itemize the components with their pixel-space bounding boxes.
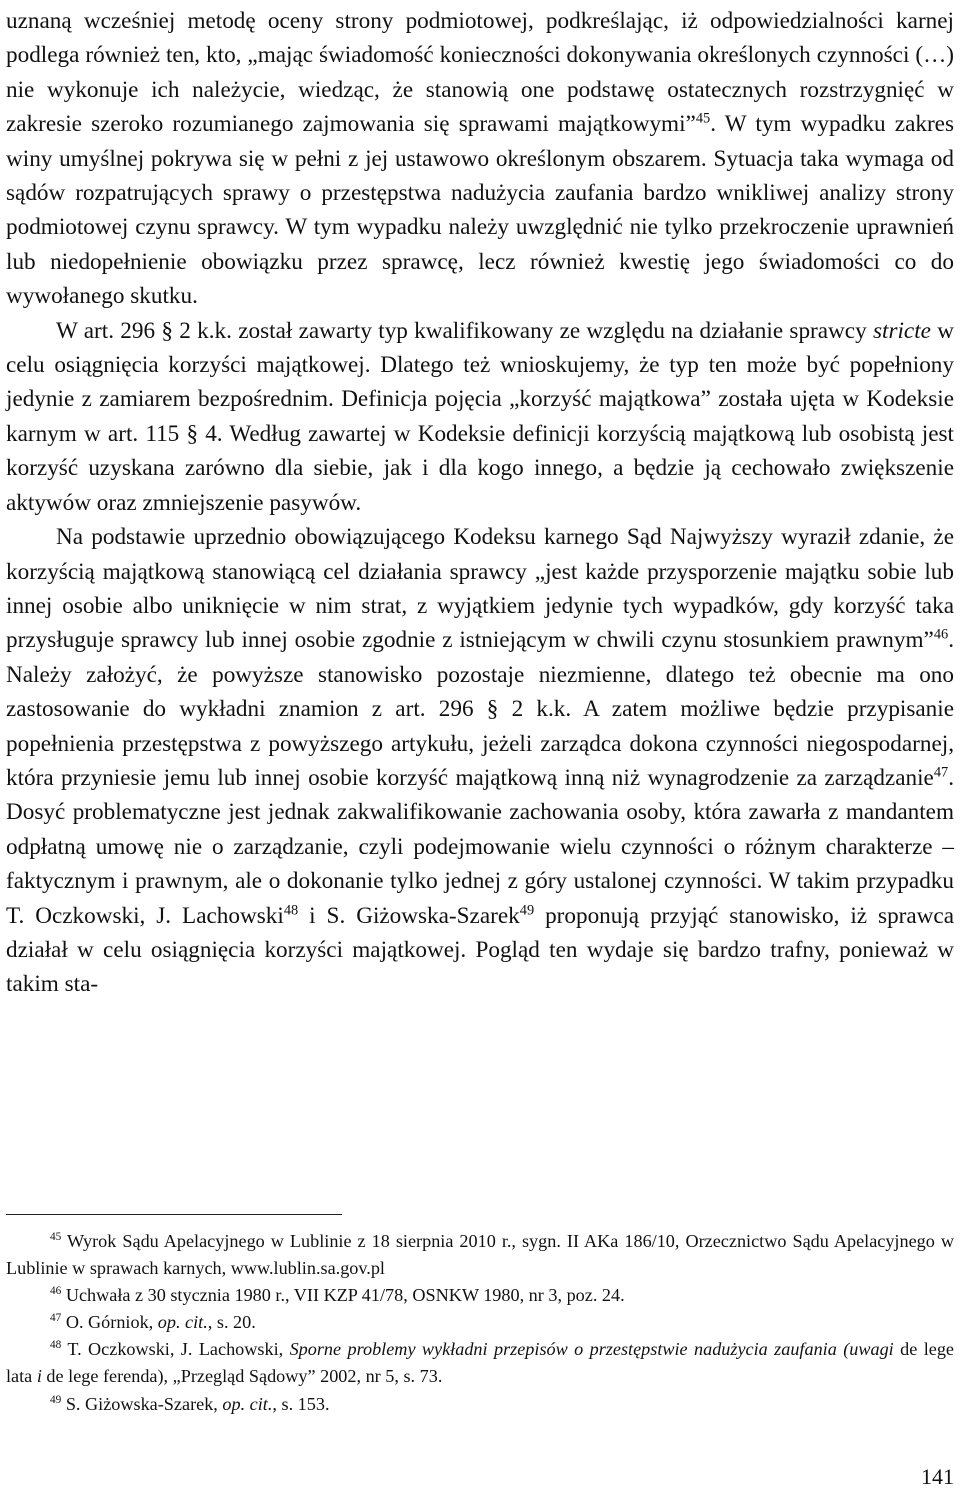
page-body bbox=[6, 4, 954, 1002]
page-number: 141 bbox=[921, 1464, 954, 1489]
footnote-45 bbox=[6, 1228, 954, 1282]
paragraph-2 bbox=[6, 314, 954, 520]
footnote-47-italic: op. cit. bbox=[157, 1312, 208, 1333]
footnote-48 bbox=[6, 1336, 954, 1390]
paragraph-1-text-a: uznaną wcześniej metodę oceny strony podmiotowej, podkreślając, iż odpowiedzialności karnej podlega również ten, kto, „mając świadomość konieczności dokonywania określonych czynności (…) nie wykonuje ich należycie, wiedząc, że stanowią one podstawę ostatecznych rozstrzygnięć w zakresie szeroko rozumianego zajmowania się sprawami majątkowymi” bbox=[6, 8, 954, 138]
footnote-47 bbox=[6, 1309, 954, 1336]
footnote-48-italic-a: Sporne problemy wykładni przepisów o przestępstwie nadużycia zaufania (uwagi bbox=[289, 1339, 894, 1360]
paragraph-3-text-c: . Dosyć problematyczne jest jednak zakwalifikowanie zachowania osoby, która zawarła z mandantem odpłatną umowę nie o zarządzanie, czyli podejmowanie wielu czynności o różnym charakterze – faktycznym i prawnym, ale o dokonanie tylko jednej z góry ustalonej czynności. W takim przypadku T. Oczkowski, J. Lachowski bbox=[6, 764, 954, 929]
paragraph-3 bbox=[6, 520, 954, 1002]
footnote-number-47: 47 bbox=[50, 1312, 62, 1325]
footnote-number-45: 45 bbox=[50, 1230, 62, 1243]
footnote-46-text: Uchwała z 30 stycznia 1980 r., VII KZP 41/78, OSNKW 1980, nr 3, poz. 24. bbox=[61, 1285, 625, 1306]
paragraph-3-text-b: . Należy założyć, że powyższe stanowisko pozostaje niezmienne, dlatego też obecnie ma ono zastosowanie do wykładni znamion z art. 296 § 2 k.k. A zatem możliwe będzie przypisanie popełnienia przestępstwa z powyższego artykułu, jeżeli zarządca dokona czynności niegospodarnej, która przyniesie jemu lub innej osobie korzyść majątkową inną niż wynagrodzenie za zarządzanie bbox=[6, 627, 954, 791]
paragraph-3-text-a: Na podstawie uprzednio obowiązującego Kodeksu karnego Sąd Najwyższy wyraził zdanie, że korzyścią majątkową stanowiącą cel działania sprawcy „jest każde przysporzenie majątku sobie lub innej osobie albo uniknięcie w nim strat, z wyjątkiem jedynie tych wypadków, gdy korzyść taka przysługuje sprawcy lub innej osobie zgodnie z istniejącym w chwili czynu stosunkiem prawnym” bbox=[6, 524, 954, 654]
footnote-ref-49[interactable]: 49 bbox=[519, 901, 535, 918]
paragraph-3-text-d: i S. Giżowska-Szarek bbox=[298, 902, 520, 929]
paragraph-3-text-e: proponują przyjąć stanowisko, iż sprawca działał w celu osiągnięcia korzyści majątkowej. Pogląd ten wydaje się bardzo trafny, ponieważ w takim sta- bbox=[6, 902, 955, 998]
footnote-number-49: 49 bbox=[50, 1393, 62, 1406]
footnote-45-text: Wyrok Sądu Apelacyjnego w Lublinie z 18 sierpnia 2010 r., sygn. II AKa 186/10, Orzecznictwo Sądu Apelacyjnego w Lublinie w sprawach karnych, www.lublin.sa.gov.pl bbox=[6, 1231, 954, 1279]
footnote-ref-46[interactable]: 46 bbox=[933, 626, 949, 643]
footnote-48-text-b: de lege lata bbox=[6, 1339, 954, 1387]
paragraph-2-text-b: w celu osiągnięcia korzyści majątkowej. Dlatego też wnioskujemy, że typ ten może być popełniony jedynie z zamiarem bezpośrednim. Definicja pojęcia „korzyść majątkowa” została ujęta w Kodeksie karnym w art. 115 § 4. Według zawartej w Kodeksie definicji korzyścią majątkową lub osobistą jest korzyść uzyskana zarówno dla siebie, jak i dla kogo innego, a będzie ją cechowało zwiększenie aktywów oraz zmniejszenie pasywów. bbox=[6, 317, 954, 516]
paragraph-1-text-b: . W tym wypadku zakres winy umyślnej pokrywa się w pełni z jej ustawowo określonym obszarem. Sytuacja taka wymaga od sądów rozpatrujących sprawy o przestępstwa nadużycia zaufania bardzo wnikliwej analizy strony podmiotowej czynu sprawcy. W tym wypadku należy uwzględnić nie tylko przekroczenie uprawnień lub niedopełnienie obowiązku przez sprawcę, lecz również kwestię jego świadomości co do wywołanego skutku. bbox=[6, 111, 955, 310]
paragraph-2-italic: stricte bbox=[872, 317, 931, 344]
footnote-48-italic-b: i bbox=[36, 1366, 42, 1387]
footnote-47-text-a: O. Górniok, bbox=[61, 1312, 158, 1333]
footnote-47-text-b: , s. 20. bbox=[207, 1312, 256, 1333]
paragraph-2-text-a: W art. 296 § 2 k.k. został zawarty typ kwalifikowany ze względu na działanie sprawcy bbox=[56, 317, 873, 344]
footnote-ref-48[interactable]: 48 bbox=[283, 901, 299, 918]
footnote-49 bbox=[6, 1391, 954, 1418]
footnote-49-text-a: S. Giżowska-Szarek, bbox=[61, 1393, 223, 1414]
paragraph-1 bbox=[6, 4, 954, 314]
footnotes bbox=[6, 1228, 954, 1418]
footnote-48-text-a: T. Oczkowski, J. Lachowski, bbox=[61, 1339, 290, 1360]
footnote-number-46: 46 bbox=[50, 1285, 62, 1298]
footnote-number-48: 48 bbox=[50, 1339, 62, 1352]
footnote-49-text-b: , s. 153. bbox=[272, 1393, 330, 1414]
footnote-ref-45[interactable]: 45 bbox=[695, 110, 711, 127]
footnote-separator bbox=[6, 1214, 342, 1215]
footnote-49-italic: op. cit. bbox=[222, 1393, 273, 1414]
footnote-48-text-c: de lege ferenda), „Przegląd Sądowy” 2002, nr 5, s. 73. bbox=[41, 1366, 443, 1387]
footnote-46 bbox=[6, 1282, 954, 1309]
footnote-ref-47[interactable]: 47 bbox=[933, 764, 949, 781]
